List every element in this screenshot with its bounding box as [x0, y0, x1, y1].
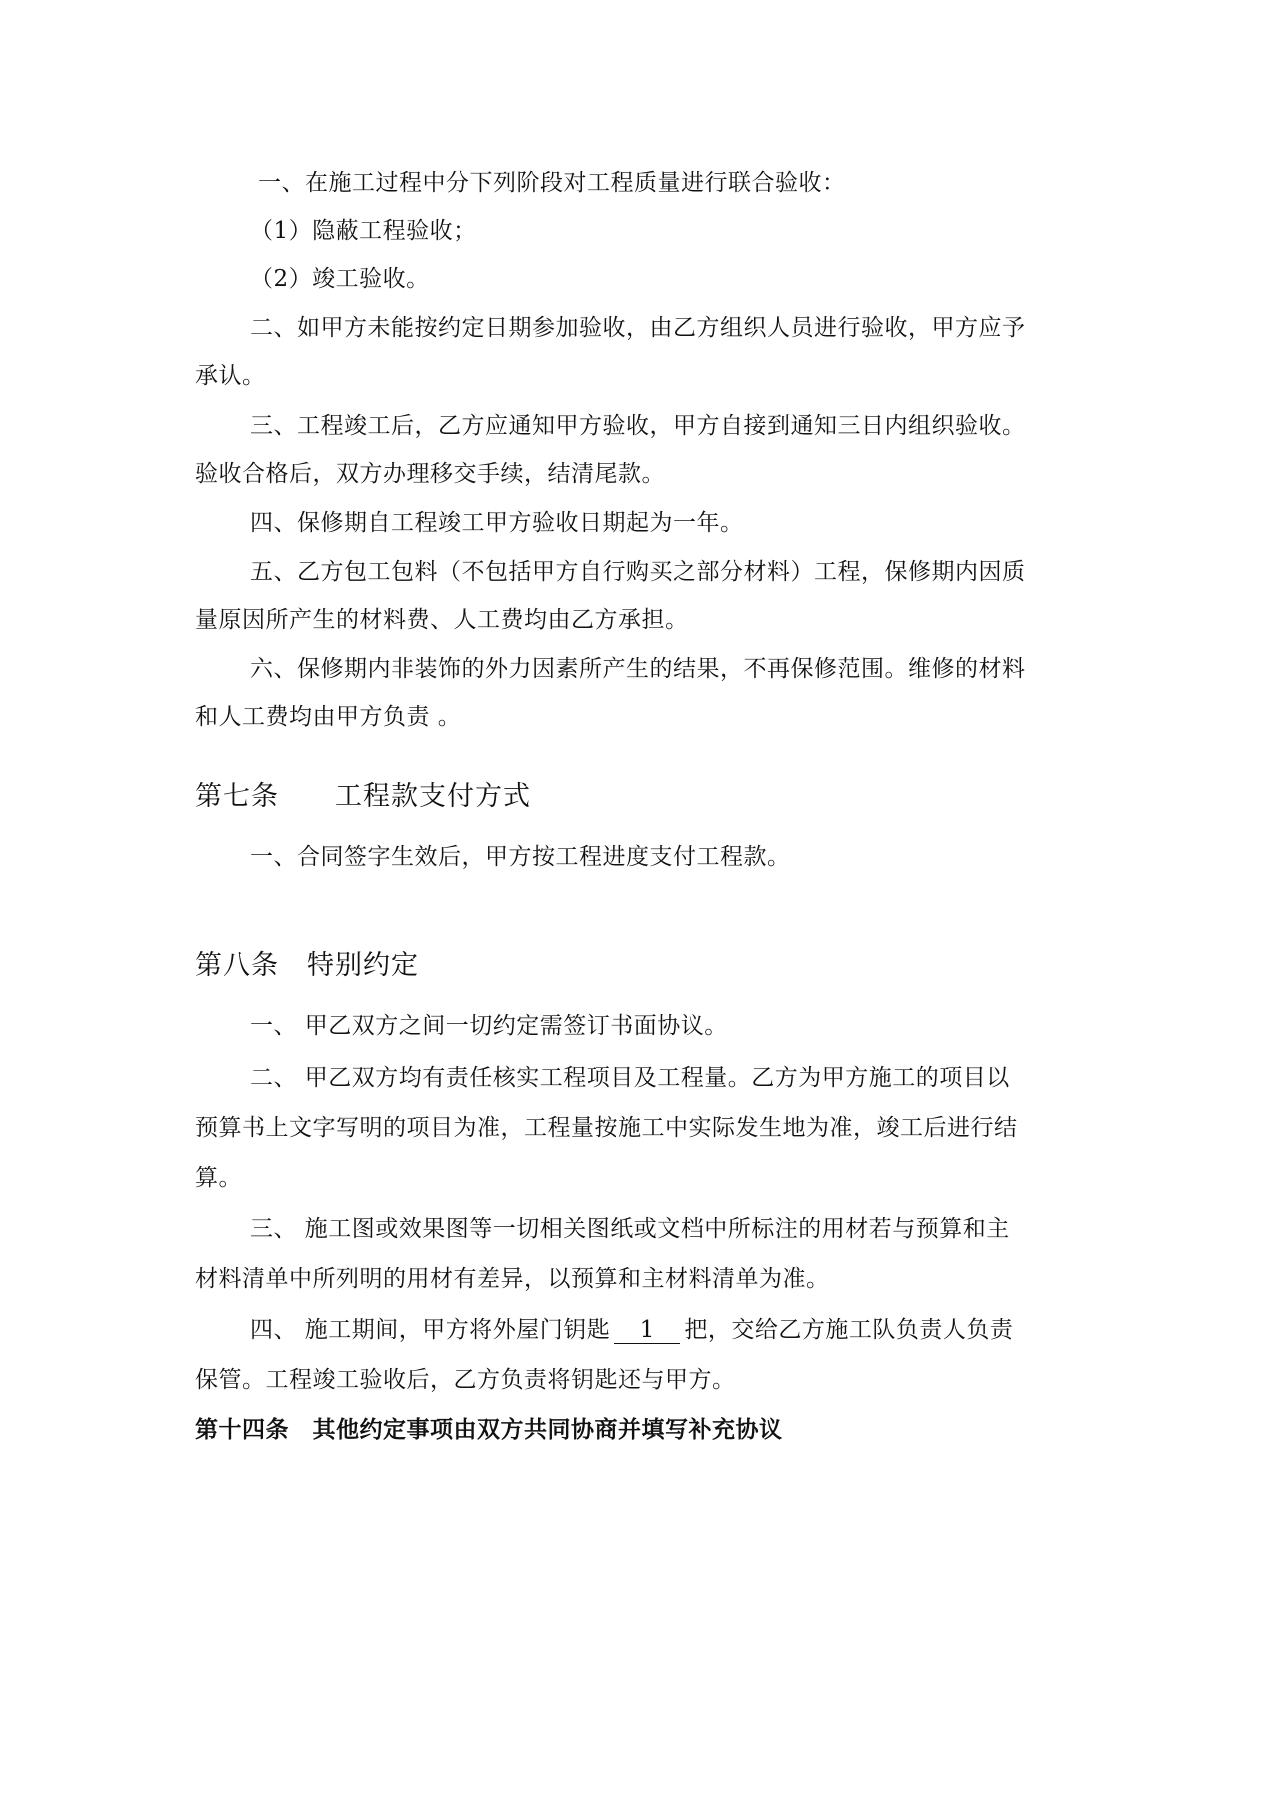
clause-6-2-line-1: 二、如甲方未能按约定日期参加验收，由乙方组织人员进行验收，甲方应予: [250, 315, 1026, 341]
clause-6-2-line-2: 承认。: [195, 363, 266, 389]
clause-8-4-suffix: 把，交给乙方施工队负责人负责: [684, 1317, 1014, 1343]
clause-8-4-line-2: 保管。工程竣工验收后，乙方负责将钥匙还与甲方。: [195, 1367, 736, 1393]
clause-6-6-line-2: 和人工费均由甲方负责 。: [195, 704, 462, 730]
section-8-heading: 第八条 特别约定: [195, 950, 419, 981]
clause-6-5-line-1: 五、乙方包工包料（不包括甲方自行购买之部分材料）工程，保修期内因质: [250, 559, 1026, 585]
clause-7-1: 一、合同签字生效后，甲方按工程进度支付工程款。: [250, 844, 791, 870]
acceptance-stage-completion: （2）竣工验收。: [250, 266, 430, 292]
clause-8-4-prefix: 四、 施工期间，甲方将外屋门钥匙: [250, 1317, 611, 1343]
section-14-heading: 第十四条 其他约定事项由双方共同协商并填写补充协议: [195, 1416, 783, 1443]
clause-8-3-line-2: 材料清单中所列明的用材有差异，以预算和主材料清单为准。: [195, 1266, 830, 1292]
clause-6-5-line-2: 量原因所产生的材料费、人工费均由乙方承担。: [195, 607, 689, 633]
clause-8-3-line-1: 三、 施工图或效果图等一切相关图纸或文档中所标注的用材若与预算和主: [250, 1216, 1010, 1242]
clause-8-1: 一、 甲乙双方之间一切约定需签订书面协议。: [250, 1013, 728, 1039]
acceptance-stages-intro: 一、在施工过程中分下列阶段对工程质量进行联合验收：: [258, 170, 846, 196]
acceptance-stage-concealed: （1）隐蔽工程验收；: [250, 218, 477, 244]
clause-6-3-line-2: 验收合格后，双方办理移交手续，结清尾款。: [195, 461, 665, 487]
clause-8-2-line-1: 二、 甲乙双方均有责任核实工程项目及工程量。乙方为甲方施工的项目以: [250, 1065, 1010, 1091]
clause-8-4-line-1: [250, 1304, 1150, 1356]
clause-6-3-line-1: 三、工程竣工后，乙方应通知甲方验收，甲方自接到通知三日内组织验收。: [250, 413, 1026, 439]
clause-6-4: 四、保修期自工程竣工甲方验收日期起为一年。: [250, 510, 744, 536]
section-7-heading: 第七条 工程款支付方式: [195, 781, 531, 812]
key-count-field: 1: [614, 1317, 680, 1344]
clause-8-2-line-2: 预算书上文字写明的项目为准，工程量按施工中实际发生地为准，竣工后进行结: [195, 1115, 1018, 1141]
clause-6-6-line-1: 六、保修期内非装饰的外力因素所产生的结果，不再保修范围。维修的材料: [250, 656, 1026, 682]
clause-8-2-line-3: 算。: [195, 1165, 242, 1191]
